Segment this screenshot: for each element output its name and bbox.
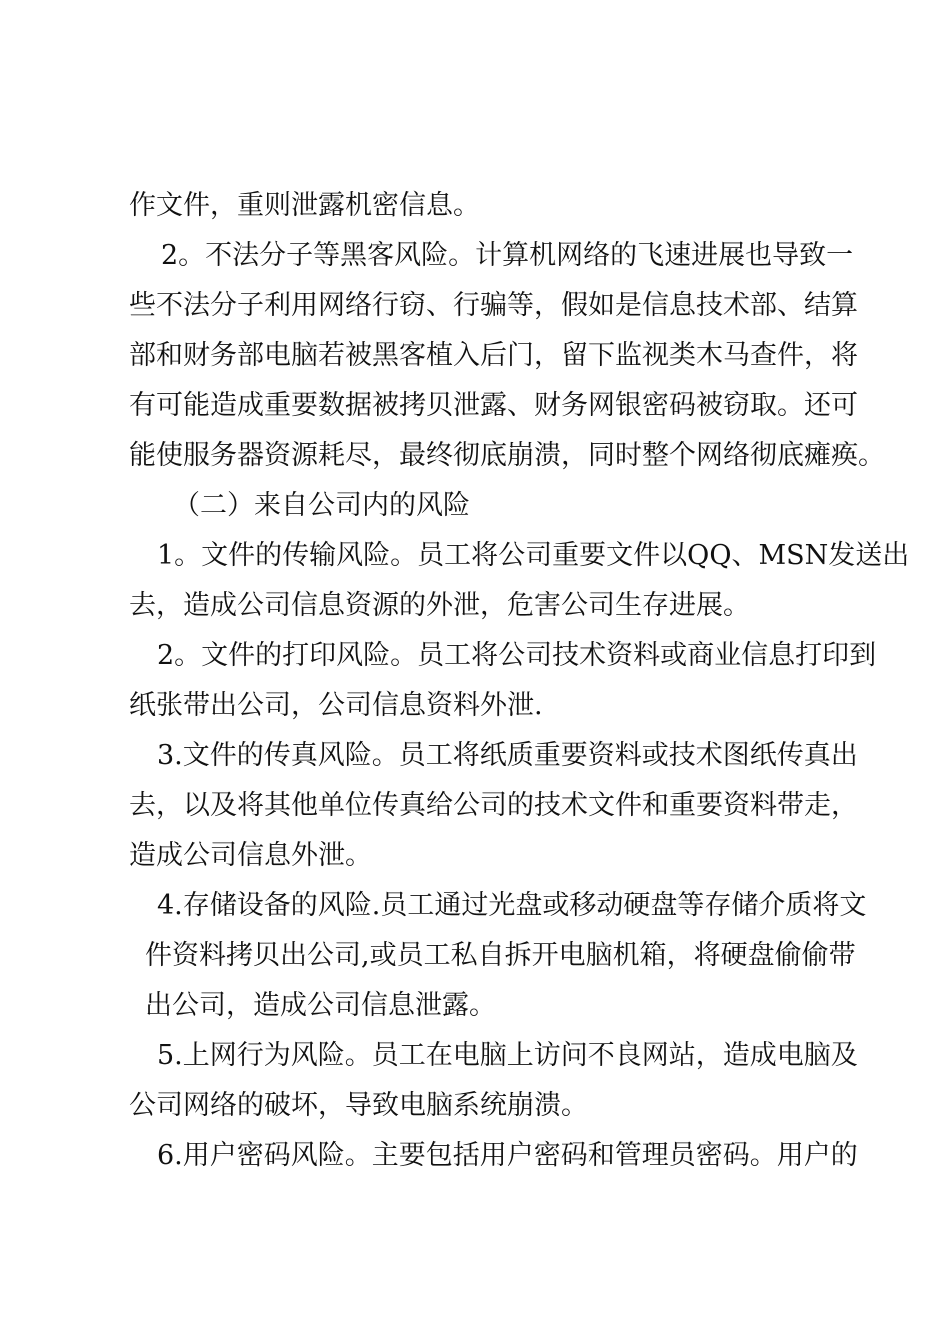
body-line: 3.文件的传真风险。员工将纸质重要资料或技术图纸传真出	[157, 740, 858, 771]
body-line: 作文件，重则泄露机密信息。	[129, 190, 480, 221]
body-line: 出公司，造成公司信息泄露。	[145, 990, 496, 1021]
body-line: 去，以及将其他单位传真给公司的技术文件和重要资料带走，	[129, 790, 858, 821]
body-line: 5.上网行为风险。员工在电脑上访问不良网站，造成电脑及	[157, 1040, 858, 1071]
body-line: 纸张带出公司，公司信息资料外泄.	[129, 690, 543, 721]
body-line: 造成公司信息外泄。	[129, 840, 372, 871]
body-line: 部和财务部电脑若被黑客植入后门，留下监视类木马查件，将	[129, 340, 858, 371]
body-line: 1。文件的传输风险。员工将公司重要文件以QQ、MSN发送出	[157, 540, 910, 571]
body-line: 件资料拷贝出公司,或员工私自拆开电脑机箱，将硬盘偷偷带	[145, 940, 856, 971]
body-line: 公司网络的破坏，导致电脑系统崩溃。	[129, 1090, 588, 1121]
section-heading: （二）来自公司内的风险	[173, 490, 470, 521]
body-line: 能使服务器资源耗尽，最终彻底崩溃，同时整个网络彻底瘫痪。	[129, 440, 885, 471]
body-line: 些不法分子利用网络行窃、行骗等，假如是信息技术部、结算	[129, 290, 858, 321]
body-line: 2。不法分子等黑客风险。计算机网络的飞速进展也导致一	[161, 240, 854, 271]
body-line: 去，造成公司信息资源的外泄，危害公司生存进展。	[129, 590, 750, 621]
body-line: 6.用户密码风险。主要包括用户密码和管理员密码。用户的	[157, 1140, 858, 1171]
body-line: 有可能造成重要数据被拷贝泄露、财务网银密码被窃取。还可	[129, 390, 858, 421]
body-line: 2。文件的打印风险。员工将公司技术资料或商业信息打印到	[157, 640, 877, 671]
body-line: 4.存储设备的风险.员工通过光盘或移动硬盘等存储介质将文	[157, 890, 867, 921]
